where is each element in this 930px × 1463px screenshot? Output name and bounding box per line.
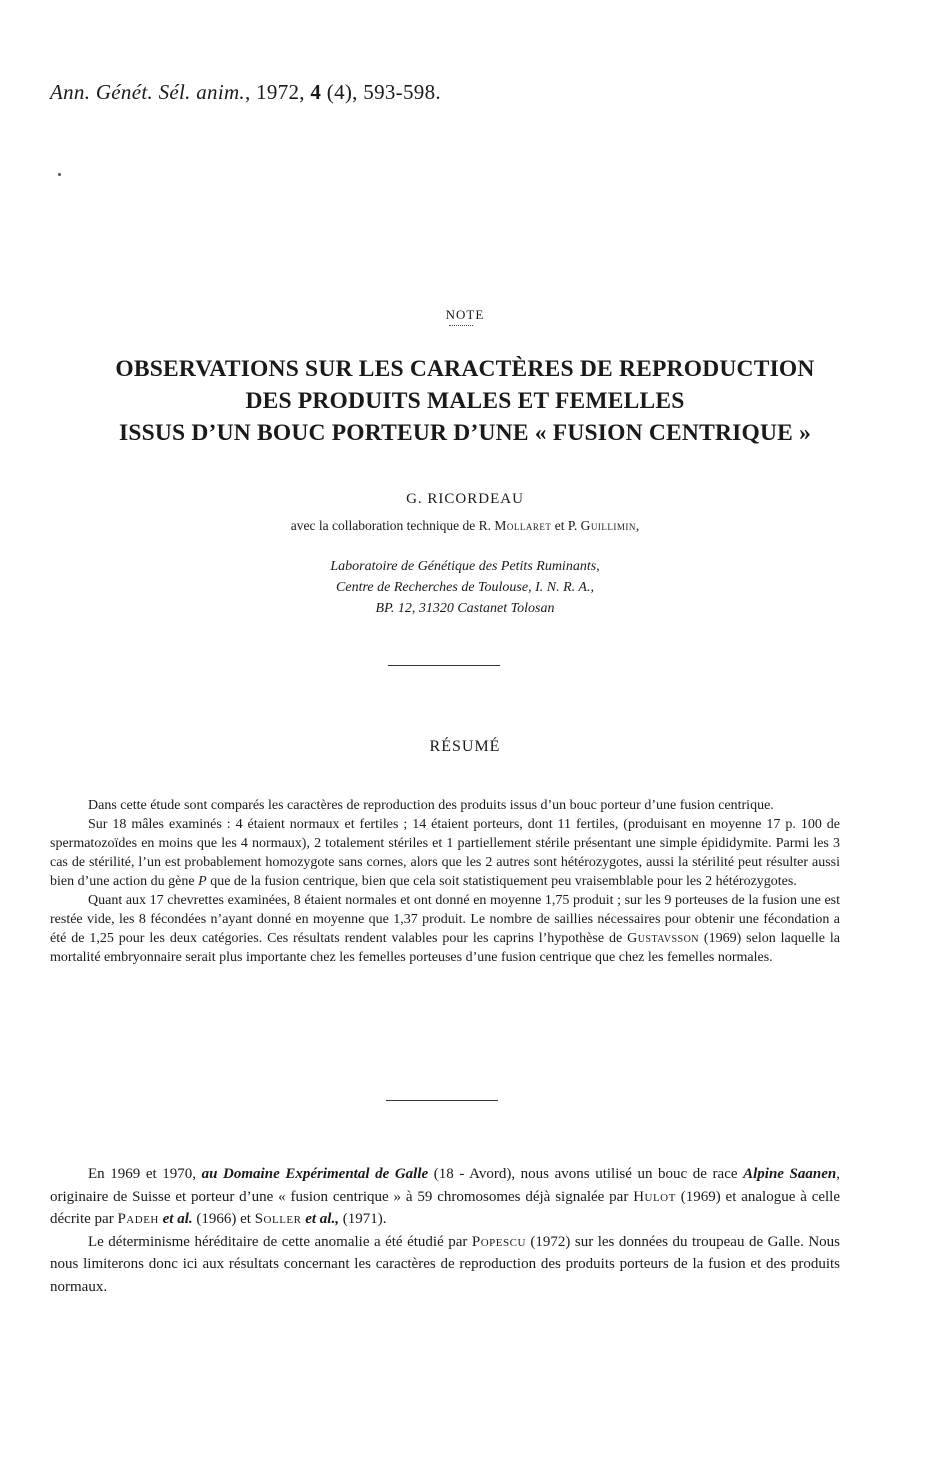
citation-volume: 4 (310, 80, 322, 104)
abstract-heading: RÉSUMÉ (429, 738, 501, 755)
collab-prefix: avec la collaboration technique de R. (290, 518, 495, 533)
stray-mark (58, 173, 61, 176)
body-paragraph-2 (50, 1231, 840, 1299)
collab-mid: et P. (551, 518, 581, 533)
abstract-p2-text-end: que de la fusion centrique, bien que cela soit statistiquement peu vraisemblable pour les 2 hétérozygotes. (206, 874, 797, 889)
affiliation-line-1: Laboratoire de Génétique des Petits Ruminants, (330, 559, 600, 574)
collab-name-1: Mollaret (494, 518, 552, 533)
body-text: En 1969 et 1970, (88, 1166, 202, 1182)
title-line-3: ISSUS D’UN BOUC PORTEUR D’UNE « FUSION CENTRIQUE » (118, 420, 812, 446)
abstract-p2-text: Sur 18 mâles examinés : 4 étaient normaux et fertiles ; 14 étaient porteurs, dont 11 fertiles, (produisant en moyenne 17 p. 100 de spermatozoïdes en moins que les 4 normaux), 2 totalement stériles et 1 partiellement stérile présentant une simple épididymite. Parmi les 3 cas de stérilité, l’un est probablement homozygote sans cornes, alors que les 2 autres sont hétérozygotes, aussi la stérilité peut résulter aussi bien d’une action du gène (50, 817, 840, 889)
citation-pages: 593-598. (363, 80, 441, 104)
note-underline (449, 325, 473, 328)
affiliation-line-3: BP. 12, 31320 Castanet Tolosan (375, 601, 555, 616)
body-text: (1966) et (192, 1211, 255, 1227)
citation-year: 1972, (256, 80, 305, 104)
abstract-p3-text: Quant aux 17 chevrettes examinées, 8 étaient normales et ont donné en moyenne 1,75 produit ; sur les 9 porteuses de la fusion une est restée vide, les 8 fécondées n’ayant donné en moyenne que 1,37 produit. Le nombre de saillies nécessaires pour obtenir une fécondation a été de 1,25 pour les deux catégories. Ces résultats rendent valables pour les caprins l’hypothèse de (50, 893, 840, 946)
collab-name-2: Guillimin (580, 518, 636, 533)
body-text: Le déterminisme héréditaire de cette anomalie a été étudié par (88, 1233, 472, 1250)
collab-suffix: , (635, 518, 640, 533)
body-text: (1969) et analogue à celle décrite par (50, 1188, 841, 1227)
affiliation (0, 556, 930, 619)
article-body (50, 1163, 840, 1298)
citation-journal: Ann. Génét. Sél. anim., (50, 80, 251, 104)
separator-rule (388, 665, 500, 666)
article-title (30, 353, 900, 449)
author-name: G. RICORDEAU (406, 491, 524, 507)
et-al: et al. (158, 1211, 193, 1227)
place-name: au Domaine Expérimental de Galle (201, 1166, 429, 1182)
body-text: , originaire de Suisse et porteur d’une « fusion centrique » à 59 chromosomes déjà signalée par (50, 1166, 840, 1205)
abstract-p3-text-end: (1969) selon laquelle la mortalité embryonnaire serait plus importante chez les femelles porteuses d’une fusion centrique que chez les femelles normales. (50, 931, 840, 965)
journal-citation (50, 80, 441, 105)
author-ref-soller: Soller (254, 1211, 302, 1227)
abstract-paragraph-2 (50, 815, 840, 891)
author-ref-hulot: Hulot (633, 1188, 676, 1205)
title-line-1: OBSERVATIONS SUR LES CARACTÈRES DE REPRODUCTION (115, 356, 815, 382)
affiliation-line-2: Centre de Recherches de Toulouse, I. N. R. A., (336, 580, 594, 595)
gene-symbol: P (198, 874, 207, 889)
body-text: (1972) sur les données du troupeau de Galle. Nous nous limiterons donc ici aux résultats concernant les caractères de reproduction des produits porteurs de la fusion et des produits normaux. (50, 1233, 840, 1295)
body-text: (1971). (338, 1211, 387, 1227)
abstract-paragraph-3 (50, 891, 840, 967)
abstract-body (50, 796, 840, 967)
breed-name: Alpine Saanen (743, 1166, 837, 1182)
collaboration-line (0, 518, 930, 534)
et-al: et al., (301, 1211, 339, 1227)
body-paragraph-1 (50, 1163, 840, 1231)
body-text: (18 - Avord), nous avons utilisé un bouc de race (428, 1166, 744, 1182)
note-label: NOTE (445, 307, 485, 322)
citation-issue: (4), (326, 80, 358, 104)
author-ref-padeh: Padeh (117, 1211, 159, 1227)
title-line-2: DES PRODUITS MALES ET FEMELLES (245, 388, 685, 414)
author-ref-gustavsson: Gustavsson (627, 931, 700, 946)
author-ref-popescu: Popescu (471, 1233, 526, 1250)
separator-rule (386, 1100, 498, 1101)
abstract-paragraph-1: Dans cette étude sont comparés les caractères de reproduction des produits issus d’un bouc porteur d’une fusion centrique. (88, 798, 774, 813)
